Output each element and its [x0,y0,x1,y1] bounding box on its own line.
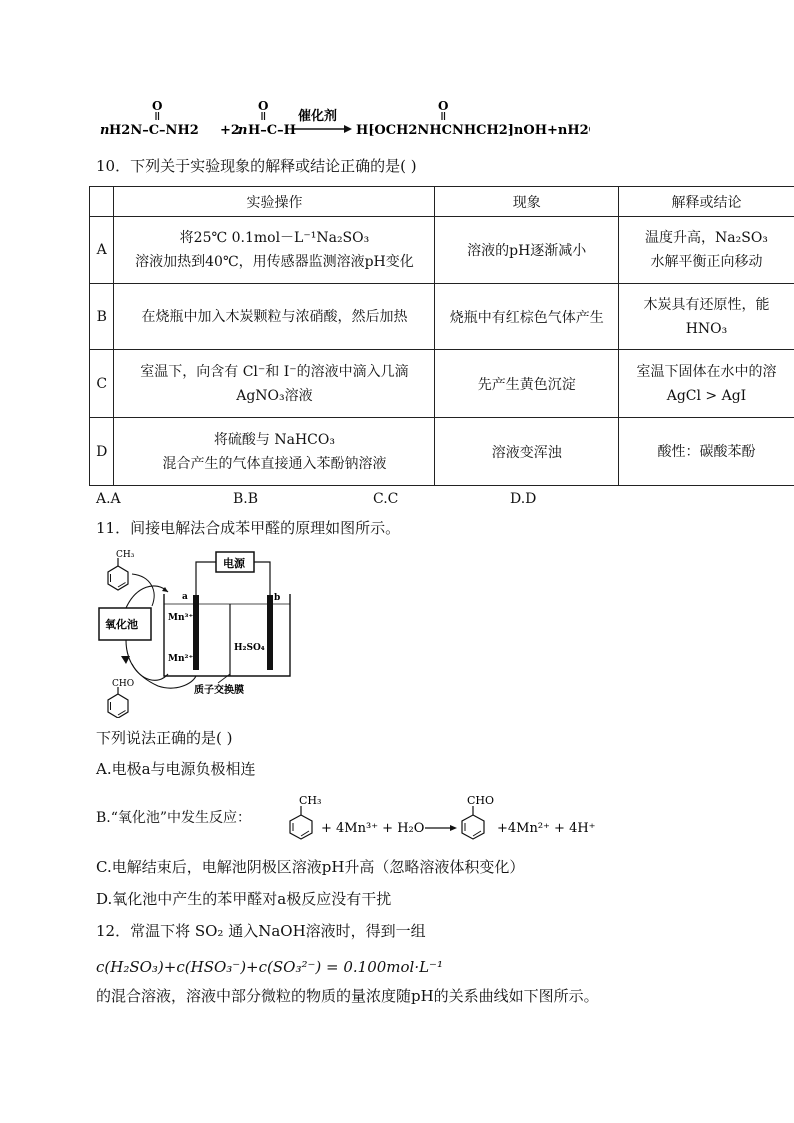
option-d[interactable]: D.D [510,491,537,507]
table-row [90,350,794,418]
operation-line: 将硫酸与 NaHCO₃ [213,431,335,448]
table-row [90,418,794,486]
conclusion-cell [619,226,794,274]
q11-stem: 11．间接电解法合成苯甲醛的原理如图所示。 [96,519,401,537]
operation-line: AgNO₃溶液 [236,387,313,404]
q10-stem: 10．下列关于实验现象的解释或结论正确的是( ) [96,157,417,175]
operation-cell [114,226,434,274]
oxidation-tank-label: 氧化池 [105,618,138,631]
formaldehyde-formula: H–C–H [248,123,296,138]
q12-tail: 的混合溶液，溶液中部分微粒的物质的量浓度随pH的关系曲线如下图所示。 [96,987,599,1005]
coef-n-1: n [100,123,110,138]
option-c[interactable]: C.C [373,491,399,507]
header-conclusion: 解释或结论 [618,187,794,217]
polymerization-equation [100,98,590,142]
toluene-structure [108,550,135,590]
conclusion-line: 温度升高，Na₂SO₃ [645,230,768,246]
electrolysis-figure [96,546,311,718]
conclusion-cell [619,440,794,464]
conclusion-line: HNO₃ [685,320,728,337]
option-a[interactable]: A.A [96,491,121,507]
h2so4-label: H₂SO₄ [234,643,265,653]
conclusion-line: 室温下固体在水中的溶 [636,363,777,380]
operation-cell [114,428,434,476]
coef-n-2: n [238,123,248,138]
conclusion-line: AgCl > AgI [666,387,747,404]
row-label: C [90,350,114,418]
phenomenon-cell: 烧瓶中有红棕色气体产生 [435,284,618,350]
phenomenon-cell: 溶液的pH逐渐减小 [435,217,618,284]
oxidation-equation-svg [285,790,595,846]
electrode-a-label: a [182,592,188,602]
conclusion-cell [619,293,794,341]
q11-question: 下列说法正确的是( ) [96,729,233,747]
conclusion-line: 木炭具有还原性，能 [643,296,770,313]
catalyst-label: 催化剂 [298,109,338,124]
electrode-b [267,595,273,670]
q11-option-d[interactable]: D.氧化池中产生的苯甲醛对a极反应没有干扰 [96,890,392,908]
urea-formula: H2N–C–NH2 [109,123,199,138]
q10-table [89,186,794,486]
electrode-b-label: b [274,593,281,603]
conclusion-line: 水解平衡正向移动 [650,254,763,270]
operation-line: 混合产生的气体直接通入苯酚钠溶液 [162,455,387,472]
cho-label: CHO [467,794,495,807]
plus-two: +2 [220,123,240,138]
carbonyl-o-2: O [258,99,269,113]
mn3-label: Mn³⁺ [168,613,194,623]
reactants-text: + 4Mn³⁺ + H₂O [321,821,425,836]
q11-option-b-equation [285,790,595,846]
header-blank [90,187,114,217]
operation-cell [114,360,434,408]
table-row [90,284,794,350]
q12-formula: c(H₂SO₃)+c(HSO₃⁻)+c(SO₃²⁻) = 0.100mol·L⁻¹ [96,958,443,976]
row-label: D [90,418,114,486]
operation-cell [114,305,434,329]
electrolysis-diagram [96,546,311,718]
benzaldehyde-structure [108,679,134,718]
membrane-label: 质子交换膜 [194,685,244,696]
header-operation: 实验操作 [114,187,435,217]
electrode-a [193,595,199,670]
row-label: A [90,217,114,284]
q12-stem: 12．常温下将 SO₂ 通入NaOH溶液时，得到一组 [96,922,426,940]
conclusion-cell [619,360,794,408]
q11-option-a[interactable]: A.电极a与电源负极相连 [96,760,256,778]
row-label: B [90,284,114,350]
toluene-structure [290,794,321,839]
benzaldehyde-structure [462,794,494,839]
header-phenomenon: 现象 [435,187,618,217]
phenomenon-cell: 溶液变浑浊 [435,418,618,486]
operation-line: 将25℃ 0.1mol－L⁻¹Na₂SO₃ [179,230,370,246]
products-text: +4Mn²⁺ + 4H⁺ [497,821,595,836]
table-row [90,217,794,284]
carbonyl-o-3: O [438,99,449,113]
operation-line: 溶液加热到40℃，用传感器监测溶液pH变化 [135,254,414,270]
table-header-row [90,187,794,217]
conclusion-line: 酸性：碳酸苯酚 [657,443,756,460]
q11-option-c[interactable]: C.电解结束后，电解池阴极区溶液pH升高（忽略溶液体积变化） [96,858,525,876]
mn2-label: Mn²⁺ [168,654,194,664]
carbonyl-o-1: O [152,99,163,113]
operation-line: 室温下，向含有 Cl⁻和 I⁻的溶液中滴入几滴 [140,363,409,380]
cho-label: CHO [112,679,135,689]
product-formula: H⁅OCH2NHCNHCH2⁆nOH+nH2O [356,123,590,138]
polymerization-equation-svg [100,98,590,142]
option-b[interactable]: B.B [233,491,259,507]
phenomenon-cell: 先产生黄色沉淀 [435,350,618,418]
ch3-label: CH₃ [299,794,322,807]
power-source-label: 电源 [223,557,245,570]
operation-line: 在烧瓶中加入木炭颗粒与浓硝酸，然后加热 [141,308,408,325]
q11-option-b[interactable]: B.“氧化池”中发生反应： [96,810,252,826]
ch3-label: CH₃ [116,550,135,560]
